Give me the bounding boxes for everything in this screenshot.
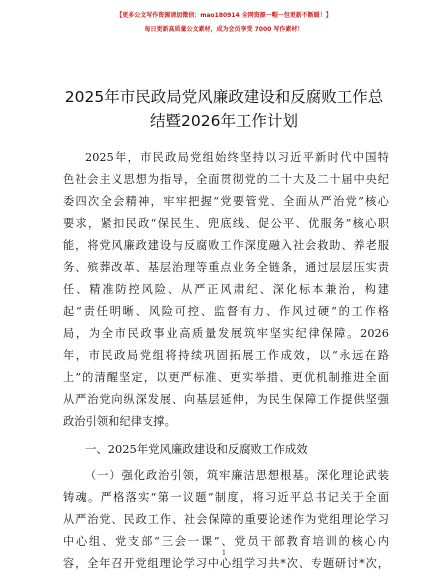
section-line: 从严治党、民政工作、社会保障的重要论述作为党组理论学习 (63, 513, 389, 526)
intro-line: 能，将党风廉政建设与反腐败工作深度融入社会救助、养老服 (63, 239, 389, 252)
intro-line: 起“责任明晰、风险可控、监督有力、作风过硬”的工作格 (63, 305, 389, 318)
intro-line: 局，为全市民政事业高质量发展筑牢坚实纪律保障。2026 (63, 327, 389, 340)
intro-line: 要求，紧扣民政“保民生、兜底线、促公平、优服务”核心职 (63, 217, 389, 230)
section-line: 铸魂。严格落实“第一议题”制度，将习近平总书记关于全面 (63, 491, 389, 504)
intro-line: 上”的清醒坚定，以更严标准、更实举措、更优机制推进全面 (63, 371, 389, 384)
document-title-line-1: 2025年市民政局党风廉政建设和反腐败工作总 (64, 88, 384, 106)
intro-line: 政治引领和纪律支撑。 (63, 415, 176, 428)
intro-line: 年，市民政局党组将持续巩固拓展工作成效，以“永远在路 (63, 349, 389, 362)
intro-line: 委四次全会精神，牢牢把握“党要管党、全面从严治党”核心 (63, 195, 389, 208)
section-line: 容，全年召开党组理论学习中心组学习共*次、专题研讨*次， (63, 557, 389, 570)
promo-banner-line-2: 每日更新高质量公文素材，成为会员享受 7000 写作素材！ (144, 26, 304, 33)
promo-banner-line-1: 【更多公文写作资源请加微信：mao180914 全网资源一帽一包更新不断暖！】 (116, 12, 332, 19)
section-line: （一）强化政治引领，筑牢廉洁思想根基。深化理论武装 (85, 469, 389, 482)
intro-line: 2025年，市民政局党组始终坚持以习近平新时代中国特 (85, 151, 389, 164)
intro-line: 任、精准防控风险、从严正风肃纪、深化标本兼治，构建 (63, 283, 389, 296)
intro-line: 从严治党向纵深发展、向基层延伸，为民生保障工作提供坚强 (63, 393, 389, 406)
page-number: 1 (221, 549, 227, 557)
section-heading: 一、2025年党风廉政建设和反腐败工作成效 (85, 442, 308, 456)
intro-line: 务、殡葬改革、基层治理等重点业务全链条，通过层层压实责 (63, 261, 389, 274)
intro-line: 色社会主义思想为指导，全面贯彻党的二十大及二十届中央纪 (63, 173, 389, 186)
section-line: 中心组、党支部“三会一课”、党员干部教育培训的核心内 (63, 535, 389, 548)
document-title-line-2: 结暨2026年工作计划 (150, 112, 298, 130)
